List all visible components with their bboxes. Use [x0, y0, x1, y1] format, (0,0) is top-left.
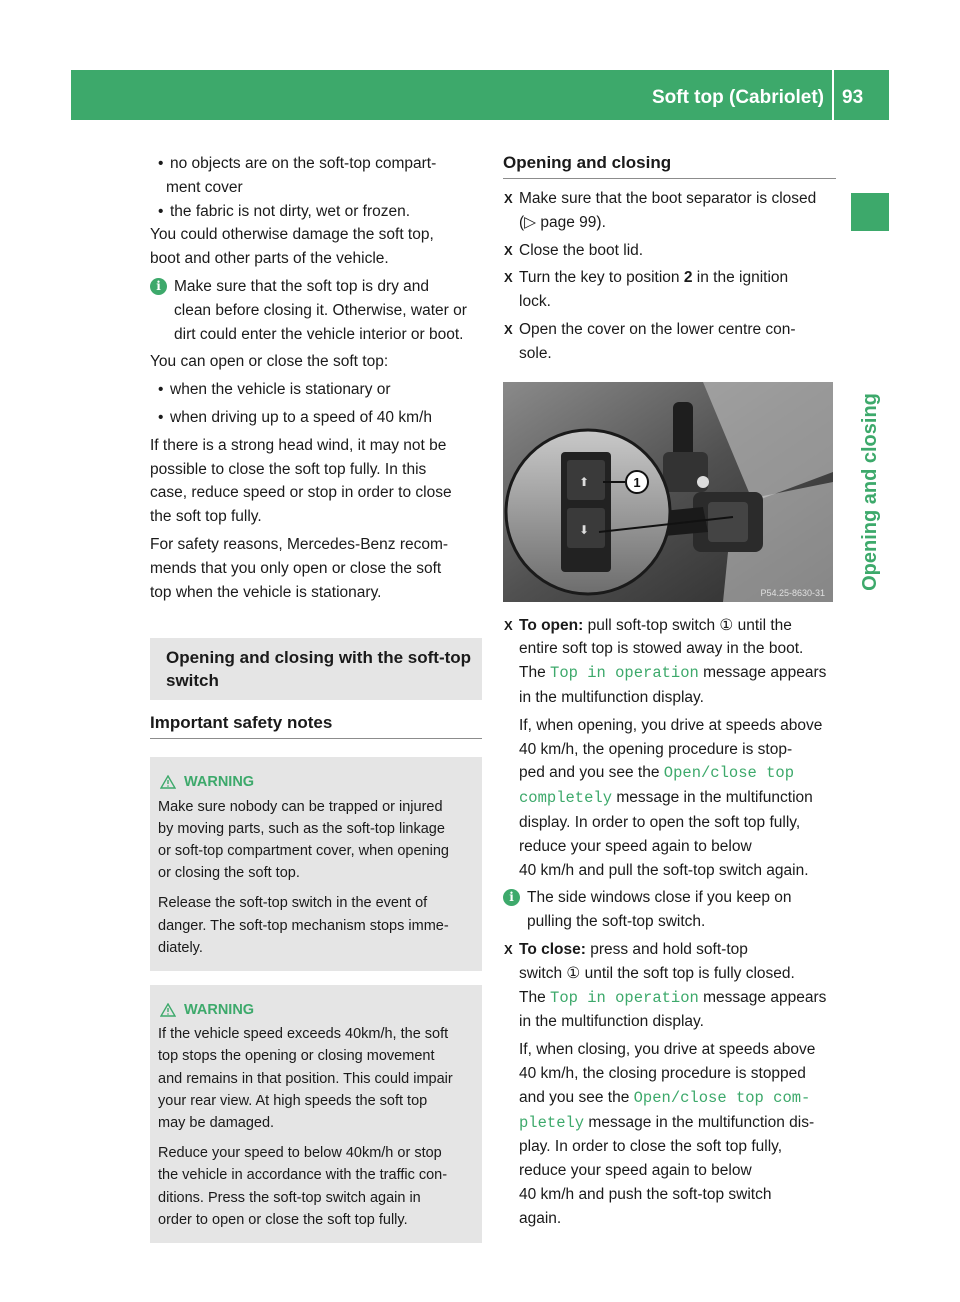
section-heading-line: switch	[166, 671, 219, 691]
step-line	[519, 614, 836, 638]
section-heading	[150, 638, 482, 700]
step-line: display. In order to open the soft top fully,	[519, 813, 801, 831]
warning-line: and remains in that position. This could impair	[158, 1070, 453, 1087]
warning-title: WARNING	[184, 1001, 255, 1018]
warning-line: or closing the soft top.	[158, 865, 300, 882]
info-note	[150, 275, 482, 346]
step-text: until the	[733, 616, 792, 634]
callout-number: 1	[633, 474, 641, 490]
step-line: If, when closing, you drive at speeds above	[519, 1041, 816, 1059]
step-line	[519, 986, 836, 1011]
step-line: play. In order to close the soft top fully,	[519, 1138, 783, 1156]
step-line	[519, 661, 836, 686]
step-line	[519, 962, 836, 986]
list-item-continuation: ment cover	[166, 178, 243, 196]
warning-line: diately.	[158, 939, 203, 956]
step-text: message in the multifunction	[612, 789, 813, 807]
info-icon: i	[150, 278, 167, 295]
paragraph-line: You could otherwise damage the soft top,	[150, 226, 434, 244]
paragraph-line: top when the vehicle is stationary.	[150, 583, 382, 601]
display-message: completely	[519, 789, 613, 808]
warning-line: or soft-top compartment cover, when opening	[158, 842, 449, 859]
step-text: and you see the	[519, 1088, 634, 1106]
warning-box	[150, 985, 482, 1243]
warning-line: by moving parts, such as the soft-top linkage	[158, 820, 445, 837]
warning-line: danger. The soft-top mechanism stops imme-	[158, 917, 449, 934]
list-item: • the fabric is not dirty, wet or frozen.	[150, 200, 482, 224]
step-line: 40 km/h and push the soft-top switch	[519, 1185, 772, 1203]
step-line: X Open the cover on the lower centre con-	[519, 320, 796, 338]
step-text: The	[519, 988, 551, 1006]
display-message: Top in operation	[550, 664, 699, 683]
warning-line: top stops the opening or closing movement	[158, 1048, 435, 1065]
section-heading: Opening and closing	[503, 152, 836, 179]
instruction-step-open	[503, 614, 836, 883]
photo-reference-code: P54.25-8630-31	[760, 587, 825, 598]
chapter-label: Opening and closing	[859, 393, 881, 591]
chapter-tab-marker	[851, 193, 889, 231]
warning-paragraph	[158, 892, 475, 959]
step-line: reduce your speed again to below	[519, 837, 752, 855]
list-item: • no objects are on the soft-top compart-	[150, 152, 482, 176]
section-heading-line: Opening and closing with the soft-top	[166, 648, 472, 668]
list-item: • when driving up to a speed of 40 km/h	[150, 406, 482, 430]
page-number: 93	[842, 87, 864, 108]
list-item: • when the vehicle is stationary or	[150, 378, 482, 402]
info-line: pulling the soft-top switch.	[527, 913, 706, 931]
step-text: message in the multifunction dis-	[584, 1113, 815, 1131]
warning-line: If the vehicle speed exceeds 40km/h, the soft	[158, 1026, 449, 1043]
step-line: sole.	[519, 344, 552, 362]
instruction-step	[503, 187, 836, 235]
warning-line: Release the soft-top switch in the event of	[158, 895, 428, 912]
warning-paragraph	[158, 796, 475, 885]
display-message: Open/close top	[663, 764, 795, 783]
step-line: again.	[519, 1209, 562, 1227]
step-text: press and hold soft-top	[585, 940, 748, 958]
display-message: Open/close top com‐	[633, 1088, 811, 1107]
info-line: clean before closing it. Otherwise, water or	[174, 301, 467, 319]
callout-ref: ①	[566, 964, 581, 982]
step-line	[519, 938, 836, 962]
step-line	[519, 1086, 836, 1111]
warning-line: order to open or close the soft top fully.	[158, 1211, 408, 1228]
step-line: 40 km/h and pull the soft-top switch again.	[519, 861, 809, 879]
instruction-step	[503, 266, 836, 314]
paragraph-line: case, reduce speed or stop in order to close	[150, 484, 452, 502]
paragraph-line: If there is a strong head wind, it may not be	[150, 436, 447, 454]
step-line: If, when opening, you drive at speeds above	[519, 716, 823, 734]
instruction-step-close	[503, 938, 836, 1231]
step-line	[519, 761, 836, 786]
warning-paragraph	[158, 1023, 475, 1134]
warning-line: the vehicle in accordance with the traffic con-	[158, 1167, 448, 1184]
step-line	[519, 1111, 836, 1136]
warning-line: your rear view. At high speeds the soft top	[158, 1092, 428, 1109]
step-line: X Close the boot lid.	[519, 241, 644, 259]
step-label: To open:	[519, 616, 584, 634]
step-line: in the multifunction display.	[519, 688, 704, 706]
step-text: pull soft-top switch	[583, 616, 720, 634]
step-line: 40 km/h, the opening procedure is stop-	[519, 740, 793, 758]
warning-header	[158, 999, 475, 1021]
step-text: message appears	[698, 988, 827, 1006]
step-text: ped and you see the	[519, 764, 664, 782]
paragraph-line: For safety reasons, Mercedes-Benz recom-	[150, 535, 449, 553]
step-text: Turn the key to position	[519, 269, 684, 287]
header-divider	[832, 70, 834, 120]
step-text: switch	[519, 964, 567, 982]
display-message: pletely	[519, 1113, 585, 1132]
info-line: dirt could enter the vehicle interior or boot.	[174, 325, 464, 343]
right-column	[503, 152, 836, 1231]
svg-text:⬇: ⬇	[579, 522, 590, 537]
step-text: The	[519, 664, 551, 682]
step-line: 40 km/h, the closing procedure is stopped	[519, 1064, 806, 1082]
step-line: (▷ page 99).	[519, 213, 606, 231]
warning-triangle-icon	[160, 1003, 176, 1017]
warning-triangle-icon	[160, 775, 176, 789]
page-title: Soft top (Cabriolet)	[651, 87, 824, 108]
paragraph-line: possible to close the soft top fully. In this	[150, 460, 427, 478]
svg-text:⬆: ⬆	[579, 474, 590, 489]
paragraph-line: mends that you only open or close the soft	[150, 559, 442, 577]
step-text: in the ignition	[692, 269, 789, 287]
step-line: in the multifunction display.	[519, 1013, 704, 1031]
warning-line: Make sure nobody can be trapped or injured	[158, 798, 443, 815]
callout-ref: ①	[719, 616, 734, 634]
warning-title: WARNING	[184, 774, 255, 791]
display-message: Top in operation	[550, 988, 699, 1007]
subheading: Important safety notes	[150, 712, 482, 739]
step-line	[519, 266, 836, 290]
info-icon: i	[503, 889, 520, 906]
step-line: reduce your speed again to below	[519, 1162, 752, 1180]
warning-line: ditions. Press the soft-top switch again in	[158, 1189, 421, 1206]
step-text: message appears	[698, 664, 827, 682]
warning-header	[158, 771, 475, 793]
left-column	[150, 152, 482, 1243]
info-note	[503, 886, 836, 934]
step-line	[519, 786, 836, 811]
key-position: 2	[683, 269, 693, 287]
info-line: Make sure that the soft top is dry and	[174, 277, 430, 295]
warning-paragraph	[158, 1142, 475, 1231]
step-line: lock.	[519, 293, 551, 311]
paragraph-line: the soft top fully.	[150, 508, 262, 526]
warning-line: may be damaged.	[158, 1114, 275, 1131]
console-switch-photo	[503, 382, 833, 602]
info-line: The side windows close if you keep on	[527, 889, 792, 907]
step-label: To close:	[519, 940, 586, 958]
instruction-step	[503, 318, 836, 366]
step-line: entire soft top is stowed away in the boot.	[519, 640, 804, 658]
console-photo-illustration	[503, 382, 833, 602]
warning-line: Reduce your speed to below 40km/h or stop	[158, 1145, 442, 1162]
instruction-step	[503, 239, 836, 263]
step-text: until the soft top is fully closed.	[580, 964, 795, 982]
paragraph-line: You can open or close the soft top:	[150, 353, 389, 371]
warning-box	[150, 757, 482, 971]
step-line: X Make sure that the boot separator is closed	[519, 190, 817, 207]
paragraph-line: boot and other parts of the vehicle.	[150, 250, 389, 268]
